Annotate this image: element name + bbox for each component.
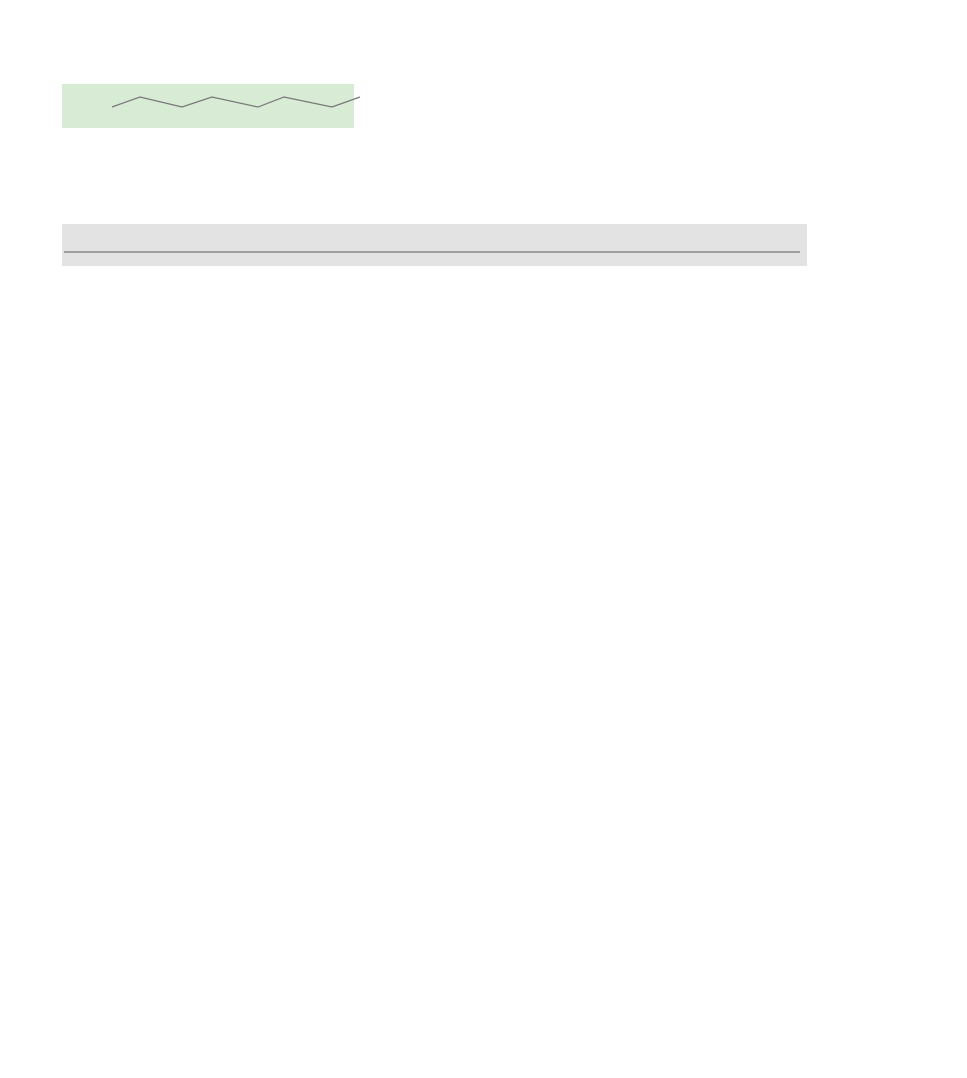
primer-strand-band bbox=[62, 84, 354, 128]
template-strand-band bbox=[62, 224, 807, 266]
dna-replication-diagram bbox=[0, 70, 967, 280]
